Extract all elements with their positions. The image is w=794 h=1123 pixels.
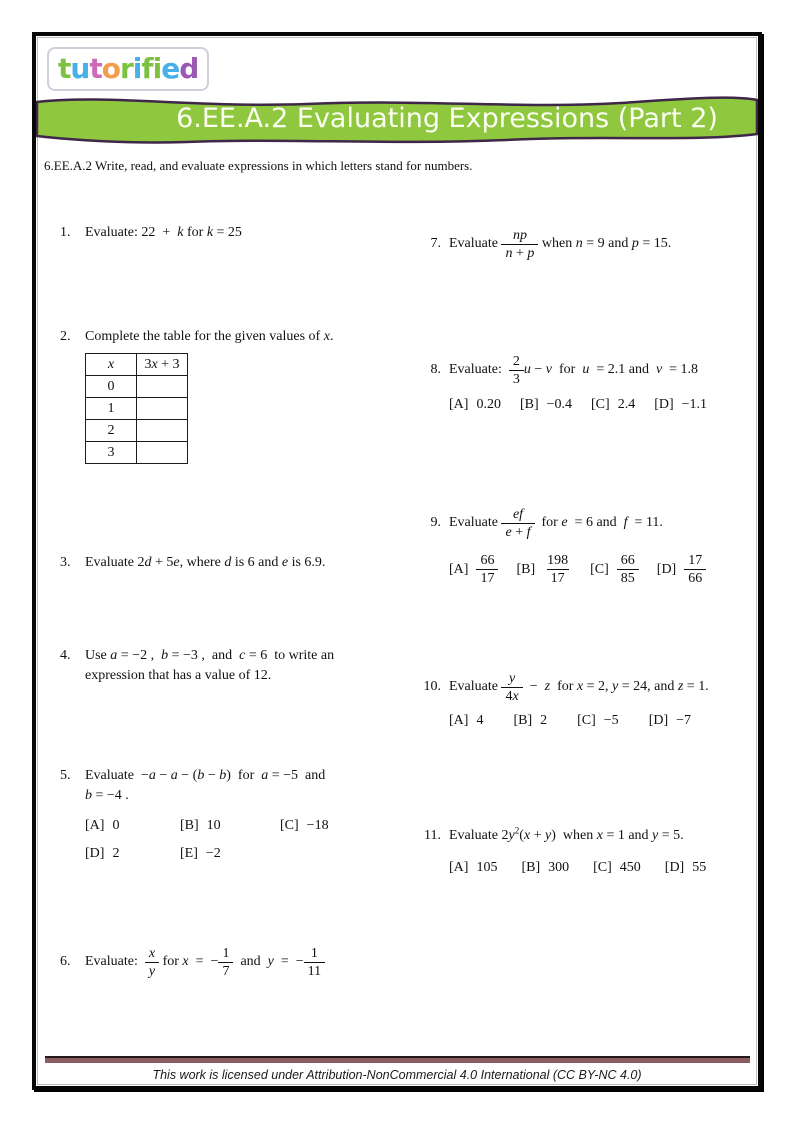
answer-choice-a: [A] 105 [449, 859, 498, 875]
question-5 [60, 766, 412, 867]
fraction: $\frac{np}{n + p}$ [501, 227, 538, 262]
answer-choice-c: [C] 2.4 [591, 397, 636, 412]
question-10: 10. Evaluate $\frac{y}{4x}$ − z for x = 2, y = 24, and z = 1. [A] 4 [B] 2 [C] −5 [D] −7 [415, 668, 767, 734]
question-text: Use a = −2 , b = −3 , and c = 6 to write an [85, 648, 335, 663]
fraction: $\frac{17}{66}$ [684, 552, 706, 587]
answer-choice-d: [D] −1.1 [654, 397, 708, 412]
answer-choice-b: [B] 300 [521, 859, 570, 875]
answer-choices-row [449, 708, 767, 734]
values-table [85, 353, 188, 464]
logo-letter: t [89, 52, 102, 85]
answer-choice-c: [C] −5 [577, 713, 619, 728]
answer-choice-a: [A] 0 [85, 818, 120, 833]
standard-description: 6.EE.A.2 Write, read, and evaluate expressions in which letters stand for numbers. [44, 158, 473, 173]
question-number: 8. [430, 362, 441, 377]
question-7: 7. Evaluate $\frac{np}{n + p}$ when n = 9 and p = 15. [415, 224, 767, 264]
answer-cell [137, 442, 188, 464]
answer-choice-d: [D] 55 [664, 859, 707, 875]
answer-choices-row [449, 855, 767, 881]
logo-letter: e [161, 52, 180, 85]
question-number: 11. [424, 827, 441, 843]
answer-choice-d: [D] $\frac{17}{66}$ [657, 552, 706, 587]
logo-letter: u [70, 52, 90, 85]
question-text: Evaluate −a − a − (b − b) for a = −5 and [85, 768, 326, 783]
question-number: 10. [423, 679, 441, 694]
answer-choice-b: [B] $\frac{198}{17}$ [516, 552, 572, 587]
question-number: 6. [60, 954, 71, 969]
answer-choices-row [85, 813, 412, 839]
question-number: 5. [60, 768, 71, 783]
answer-choice-b: [B] −0.4 [519, 397, 573, 412]
x-value-cell: 3 [86, 442, 137, 464]
x-value-cell: 1 [86, 398, 137, 420]
fraction: $\frac{y}{4x}$ [501, 670, 522, 705]
answer-cell [137, 420, 188, 442]
table-row [86, 420, 188, 442]
question-number: 4. [60, 648, 71, 663]
tutorified-logo [47, 47, 209, 91]
fraction: $\frac{2}{3}$ [509, 353, 524, 388]
fraction: $\frac{198}{17}$ [547, 553, 569, 586]
fraction: $\frac{ef}{e + f}$ [501, 506, 534, 541]
answer-choice-b: [B] 10 [180, 818, 221, 833]
answer-choice-d: [D] 2 [85, 846, 120, 861]
question-number: 9. [430, 515, 441, 530]
worksheet-title: 6.EE.A.2 Evaluating Expressions (Part 2) [176, 103, 718, 134]
answer-choice-d: [D] −7 [648, 713, 692, 728]
answer-choice-a: [A] 0.20 [449, 397, 501, 412]
question-4 [60, 646, 412, 686]
answer-choices-row [85, 841, 412, 867]
answer-choice-a: [A] $\frac{66}{17}$ [449, 552, 498, 587]
logo-letter: d [179, 52, 199, 85]
question-text: Evaluate [449, 515, 502, 530]
answer-cell [137, 398, 188, 420]
fraction: $\frac{x}{y}$ [145, 945, 159, 980]
question-number: 3. [60, 555, 71, 570]
question-text: Evaluate: [85, 954, 145, 969]
question-text: Complete the table for the given values of x. [85, 329, 334, 344]
fraction: $\frac{66}{85}$ [617, 552, 639, 587]
table-row [86, 376, 188, 398]
x-value-cell: 2 [86, 420, 137, 442]
question-number: 2. [60, 329, 71, 344]
logo-letter: f [141, 52, 153, 85]
question-11 [415, 820, 767, 881]
table-row [86, 442, 188, 464]
question-number: 1. [60, 225, 71, 240]
answer-choices-row [449, 392, 767, 418]
question-1 [60, 225, 412, 241]
logo-letter: t [58, 52, 71, 85]
answer-choices-row [449, 552, 767, 587]
question-9: 9. Evaluate $\frac{ef}{e + f}$ for e = 6 and f = 11. [A] $\frac{66}{17}$ [B] $\frac{198}{17}$ [C] $\frac{66}{85}$ [D] $\frac{17}{66}$ [415, 502, 767, 587]
logo-letter: i [152, 52, 162, 85]
x-value-cell: 0 [86, 376, 137, 398]
logo-letter: o [101, 52, 120, 85]
question-text: Evaluate [449, 236, 502, 251]
answer-choice-b: [B] 2 [513, 713, 548, 728]
question-text: Evaluate: 22 + k for k = 25 [85, 225, 242, 240]
question-text: Evaluate [449, 679, 502, 694]
question-text-line2: b = −4 . [85, 788, 129, 803]
fraction: $\frac{1}{7}$ [218, 945, 233, 980]
question-number: 7. [430, 236, 441, 251]
answer-choice-c: [C] 450 [593, 859, 641, 875]
question-8: 8. Evaluate: $\frac{2}{3}$ u − v for u = 2.1 and v = 1.8 [A] 0.20 [B] −0.4 [C] 2.4 [D] −1.1 [415, 351, 767, 418]
table-header-x: x [86, 354, 137, 376]
question-6: 6. Evaluate: $\frac{x}{y}$ for x = − $\frac{1}{7}$ and y = − $\frac{1}{11}$ [60, 942, 412, 982]
logo-letter: r [119, 52, 133, 85]
table-header-row [86, 354, 188, 376]
answer-choice-a: [A] 4 [449, 713, 484, 728]
answer-choice-e: [E] −2 [180, 846, 221, 861]
question-3 [60, 555, 412, 571]
question-text: Evaluate: [449, 362, 509, 377]
table-row [86, 398, 188, 420]
fraction: $\frac{66}{17}$ [476, 552, 498, 587]
logo-letter: i [132, 52, 142, 85]
fraction: $\frac{1}{11}$ [304, 945, 325, 980]
question-text-line2: expression that has a value of 12. [85, 668, 272, 683]
question-text: Evaluate $2y^2(x + y)$ when x = 1 and y = 5. [449, 825, 684, 843]
license-text: This work is licensed under Attribution-NonCommercial 4.0 International (CC BY-NC 4.0) [152, 1068, 642, 1082]
answer-choice-c: [C] $\frac{66}{85}$ [590, 552, 639, 587]
question-2 [60, 327, 412, 464]
answer-cell [137, 376, 188, 398]
footer-divider-bar [45, 1056, 750, 1063]
table-header-expression: 3x + 3 [137, 354, 188, 376]
question-text: Evaluate 2d + 5e, where d is 6 and e is 6.9. [85, 555, 326, 570]
answer-choice-c: [C] −18 [280, 818, 329, 833]
